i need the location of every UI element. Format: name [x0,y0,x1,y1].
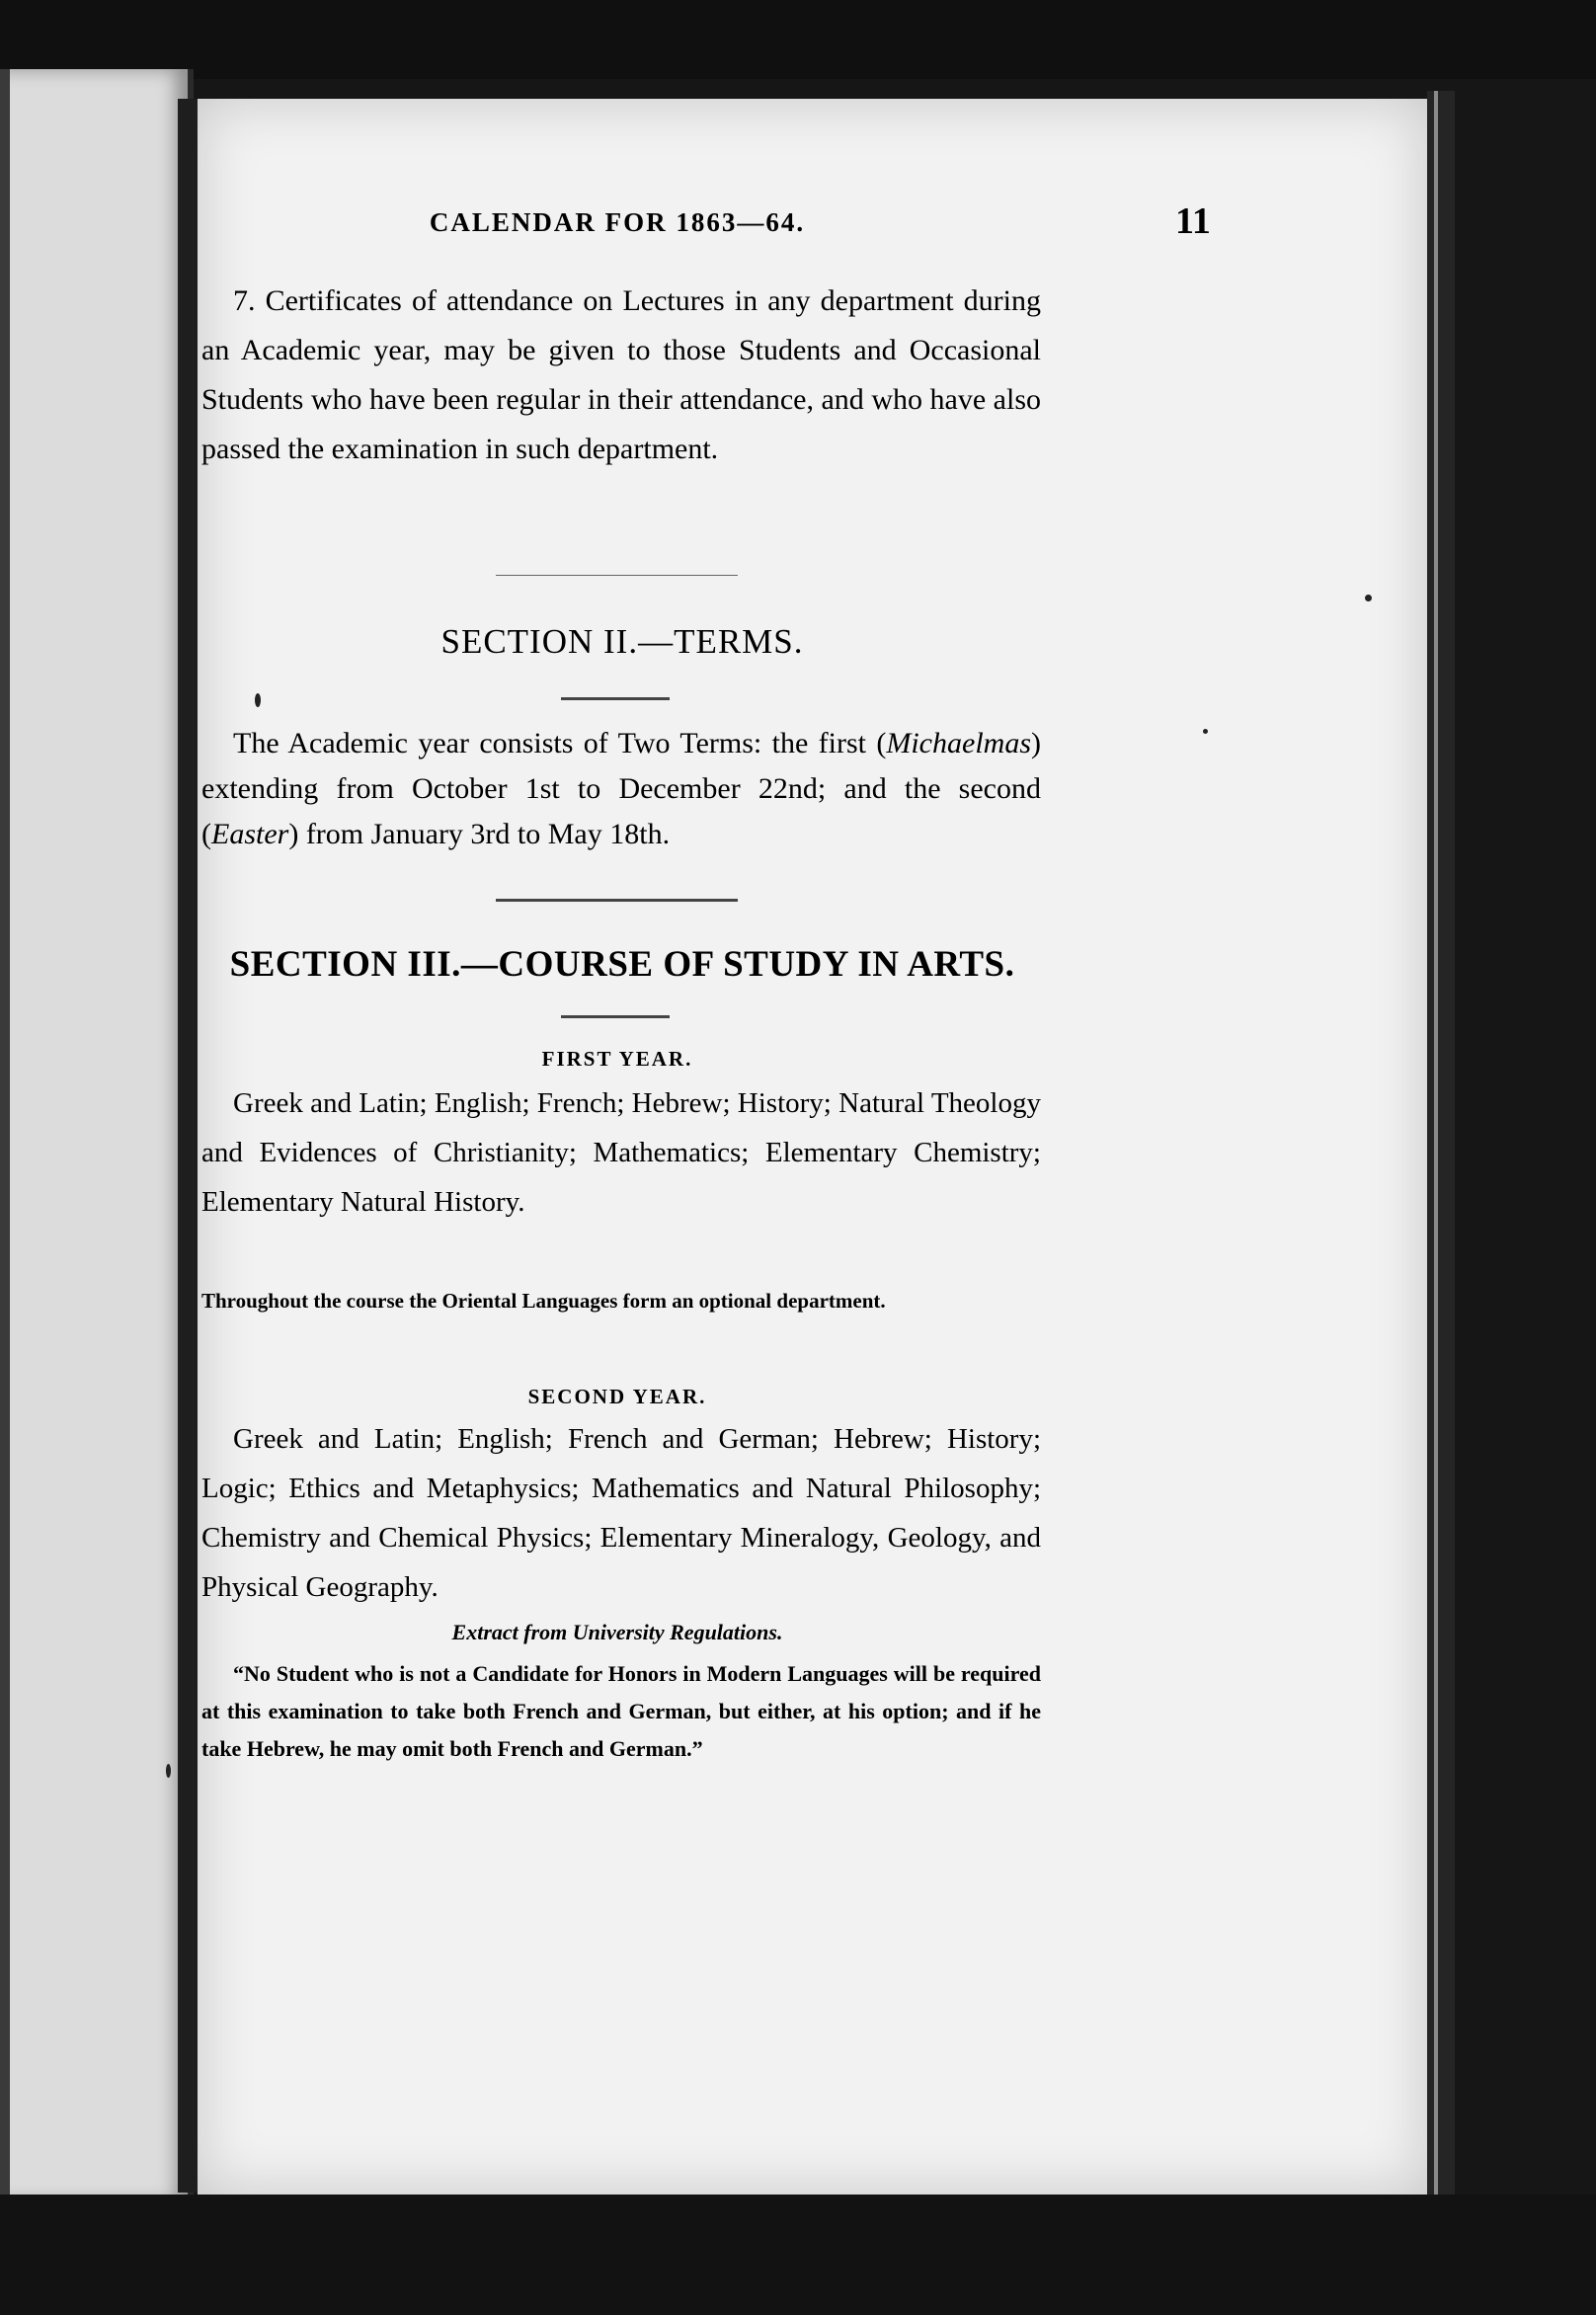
previous-page-edge [0,69,194,2202]
scan-bottom-border [0,2195,1596,2315]
heading-underline [561,1015,670,1018]
first-year-subjects [201,1078,1041,1227]
paragraph-7 [201,277,1041,474]
extract-title: Extract from University Regulations. [451,1620,783,1644]
scan-speck [1203,729,1208,734]
page-right-edge-line [1434,91,1438,2204]
first-year-heading: FIRST YEAR. [541,1047,693,1071]
terms-intro: The Academic year consists of Two Terms: the first ( [233,727,887,759]
oriental-languages-note: Throughout the course the Oriental Languages form an optional department. [201,1289,886,1313]
first-year-subjects-text: Greek and Latin; English; French; Hebrew; History; Natural Theology and Evidences of Christianity; Mathematics; Elementary Chemistry; Elementary Natural History. [201,1087,1041,1218]
page-right-edge [1427,91,1455,2204]
scan-speck [166,1764,171,1778]
terms-end: ) from January 3rd to May 18th. [288,818,671,850]
scan-speck [255,693,261,707]
section-divider [496,899,738,902]
second-year-heading: SECOND YEAR. [527,1385,707,1408]
previous-page-shadow [0,69,10,2202]
section-divider [496,575,738,576]
page-number: 11 [1175,200,1211,242]
running-head-title: CALENDAR FOR 1863—64. [429,207,806,237]
term-michaelmas: Michaelmas [886,727,1031,759]
term-easter: Easter [211,818,289,850]
scan-top-border [0,0,1596,79]
university-regulation-quote [201,1655,1041,1768]
heading-underline [561,697,670,700]
section-2-heading: SECTION II.—TERMS. [440,622,804,661]
section-3-heading: SECTION III.—COURSE OF STUDY IN ARTS. [229,944,1015,985]
scan-speck [1365,595,1372,601]
regulation-quote-text: “No Student who is not a Candidate for Honors in Modern Languages will be required at this examination to take both French and German, but either, at his option; and if he take Hebrew, he may omit both French and German.” [201,1661,1041,1761]
terms-mid: ) extending from October 1st to December 22nd; and the second ( [201,727,1041,850]
second-year-subjects-text: Greek and Latin; English; French and German; Hebrew; History; Logic; Ethics and Metaphysics; Mathematics and Natural Philosophy; Chemistry and Chemical Physics; Elementary Mineralogy, Geology, and Physical Geography. [201,1423,1041,1603]
second-year-subjects [201,1414,1041,1612]
terms-paragraph [201,721,1041,857]
paragraph-7-text: 7. Certificates of attendance on Lectures in any department during an Academic year, may be given to those Students and Occasional Students who have been regular in their attendance, and who have also passed the examination in such department. [201,284,1041,465]
book-gutter [178,99,200,2193]
